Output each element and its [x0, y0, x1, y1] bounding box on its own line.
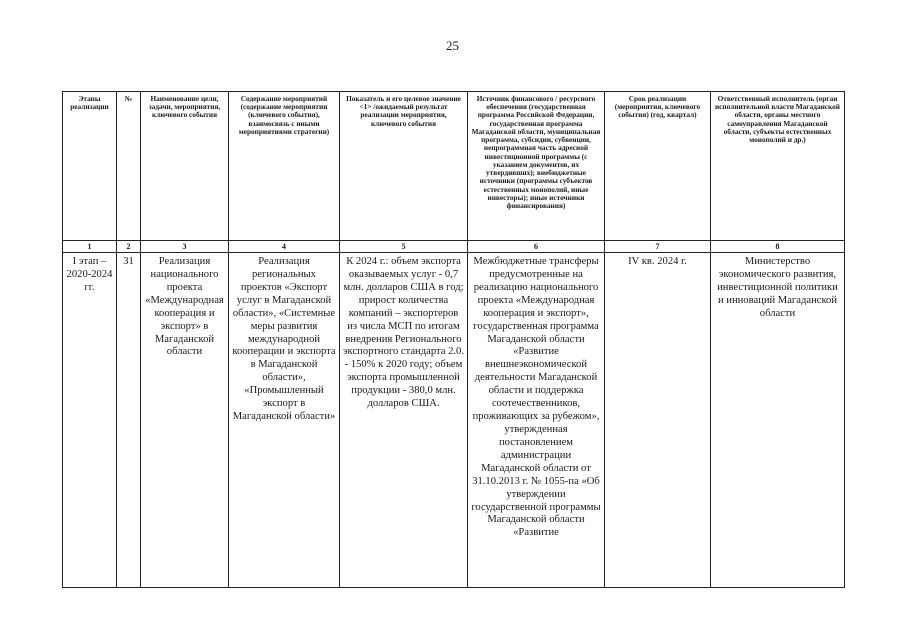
- column-number: 2: [117, 241, 141, 253]
- column-number-row: [63, 241, 845, 253]
- column-number: 3: [141, 241, 229, 253]
- cell-stage: I этап – 2020-2024 гг.: [63, 253, 117, 588]
- table-row: [63, 253, 845, 588]
- cell-name: Реализация национального проекта «Международная кооперация и экспорт» в Магаданской области: [141, 253, 229, 588]
- header-row: [63, 92, 845, 241]
- header-source: Источник финансового / ресурсного обеспечения (государственная программа Российской Федерации, государственная программа Магаданской области, муниципальная программа, субсидии, субвенции, непрограммная часть адресной инвестиционной программы (с указанием документов, их утвердивших); внебюджетные источники (программы субъектов естественных монополий, иные инвесторы); иные источники финансирования): [468, 92, 605, 241]
- column-number: 6: [468, 241, 605, 253]
- header-deadline: Срок реализации (мероприятия, ключевого события) (год, квартал): [605, 92, 711, 241]
- header-responsible: Ответственный исполнитель (орган исполнительной власти Магаданской области, органы местного самоуправления Магаданской области, субъекты естественных монополий и др.): [711, 92, 845, 241]
- cell-content: Реализация региональных проектов «Экспорт услуг в Магаданской области», «Системные меры развития международной кооперации и экспорта в Магаданской области», «Промышленный экспорт в Магаданской области»: [229, 253, 340, 588]
- header-stage: Этапы реализации: [63, 92, 117, 241]
- strategy-table: [62, 91, 845, 588]
- cell-source: Межбюджетные трансферы предусмотренные на реализацию национального проекта «Международная кооперация и экспорт», государственная программа Магаданской области «Развитие внешнеэкономической деятельности Магаданской области и поддержка соотечественников, проживающих за рубежом», утвержденная постановлением администрации Магаданской области от 31.10.2013 г. № 1055-па «Об утверждении государственной программы Магаданской области «Развитие: [468, 253, 605, 588]
- page-number: 25: [446, 38, 459, 53]
- header-content: Содержание мероприятий (содержание мероприятии (ключевого события), взаимосвязь с иными мероприятиями стратегии): [229, 92, 340, 241]
- cell-number: 31: [117, 253, 141, 588]
- column-number: 4: [229, 241, 340, 253]
- header-name: Наименование цели, задачи, мероприятия, ключевого события: [141, 92, 229, 241]
- header-indicator: Показатель и его целевое значение <1> /ожидаемый результат реализации мероприятия, ключевого события: [340, 92, 468, 241]
- column-number: 7: [605, 241, 711, 253]
- cell-deadline: IV кв. 2024 г.: [605, 253, 711, 588]
- cell-indicator: К 2024 г.: объем экспорта оказываемых услуг - 0,7 млн. долларов США в год; прирост количества компаний – экспортеров из числа МСП по итогам внедрения Регионального экспортного стандарта 2.0. - 150% к 2020 году; объем экспорта промышленной продукции - 380,0 млн. долларов США.: [340, 253, 468, 588]
- column-number: 1: [63, 241, 117, 253]
- header-number: №: [117, 92, 141, 241]
- cell-responsible: Министерство экономического развития, инвестиционной политики и инноваций Магаданской области: [711, 253, 845, 588]
- column-number: 5: [340, 241, 468, 253]
- column-number: 8: [711, 241, 845, 253]
